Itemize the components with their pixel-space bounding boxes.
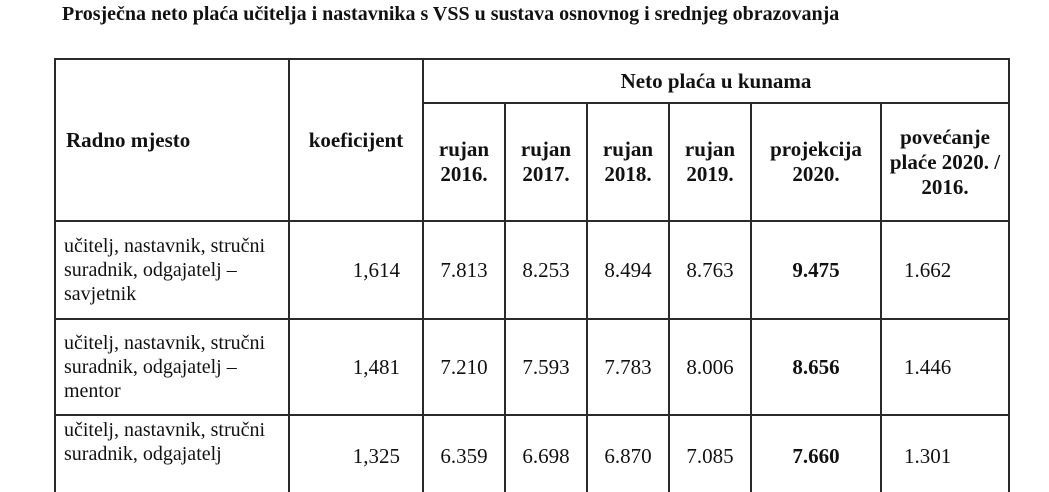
cell-2016: 6.359	[423, 415, 505, 492]
cell-2019: 8.763	[669, 221, 751, 319]
header-col-2017: rujan 2017.	[505, 103, 587, 221]
header-coefficient: koeficijent	[289, 59, 423, 221]
table-row	[55, 319, 1009, 415]
row-role: učitelj, nastavnik, stručni suradnik, odgajatelj	[55, 415, 289, 492]
cell-2018: 7.783	[587, 319, 669, 415]
cell-2019: 8.006	[669, 319, 751, 415]
salary-table	[54, 58, 1010, 492]
row-coefficient: 1,614	[289, 221, 423, 319]
header-net-salary-group: Neto plaća u kunama	[423, 59, 1009, 103]
cell-2017: 7.593	[505, 319, 587, 415]
cell-projection-2020: 9.475	[751, 221, 881, 319]
header-col-2018: rujan 2018.	[587, 103, 669, 221]
header-role: Radno mjesto	[55, 59, 289, 221]
cell-2018: 6.870	[587, 415, 669, 492]
cell-2016: 7.813	[423, 221, 505, 319]
document-title: Prosječna neto plaća učitelja i nastavnika s VSS u sustava osnovnog i srednjeg obrazovanja	[62, 3, 840, 25]
row-coefficient: 1,325	[289, 415, 423, 492]
cell-projection-2020: 7.660	[751, 415, 881, 492]
header-row-top	[55, 59, 1009, 103]
cell-2017: 6.698	[505, 415, 587, 492]
cell-increase: 1.301	[881, 415, 1009, 492]
cell-2016: 7.210	[423, 319, 505, 415]
header-col-2016: rujan 2016.	[423, 103, 505, 221]
header-col-projection-2020: projekcija 2020.	[751, 103, 881, 221]
table-row	[55, 415, 1009, 492]
cell-increase: 1.662	[881, 221, 1009, 319]
row-role: učitelj, nastavnik, stručni suradnik, odgajatelj – mentor	[55, 319, 289, 415]
cell-projection-2020: 8.656	[751, 319, 881, 415]
cell-increase: 1.446	[881, 319, 1009, 415]
header-col-increase: povećanje plaće 2020. / 2016.	[881, 103, 1009, 221]
cell-2019: 7.085	[669, 415, 751, 492]
row-coefficient: 1,481	[289, 319, 423, 415]
cell-2017: 8.253	[505, 221, 587, 319]
row-role: učitelj, nastavnik, stručni suradnik, odgajatelj – savjetnik	[55, 221, 289, 319]
cell-2018: 8.494	[587, 221, 669, 319]
table-row	[55, 221, 1009, 319]
header-col-2019: rujan 2019.	[669, 103, 751, 221]
